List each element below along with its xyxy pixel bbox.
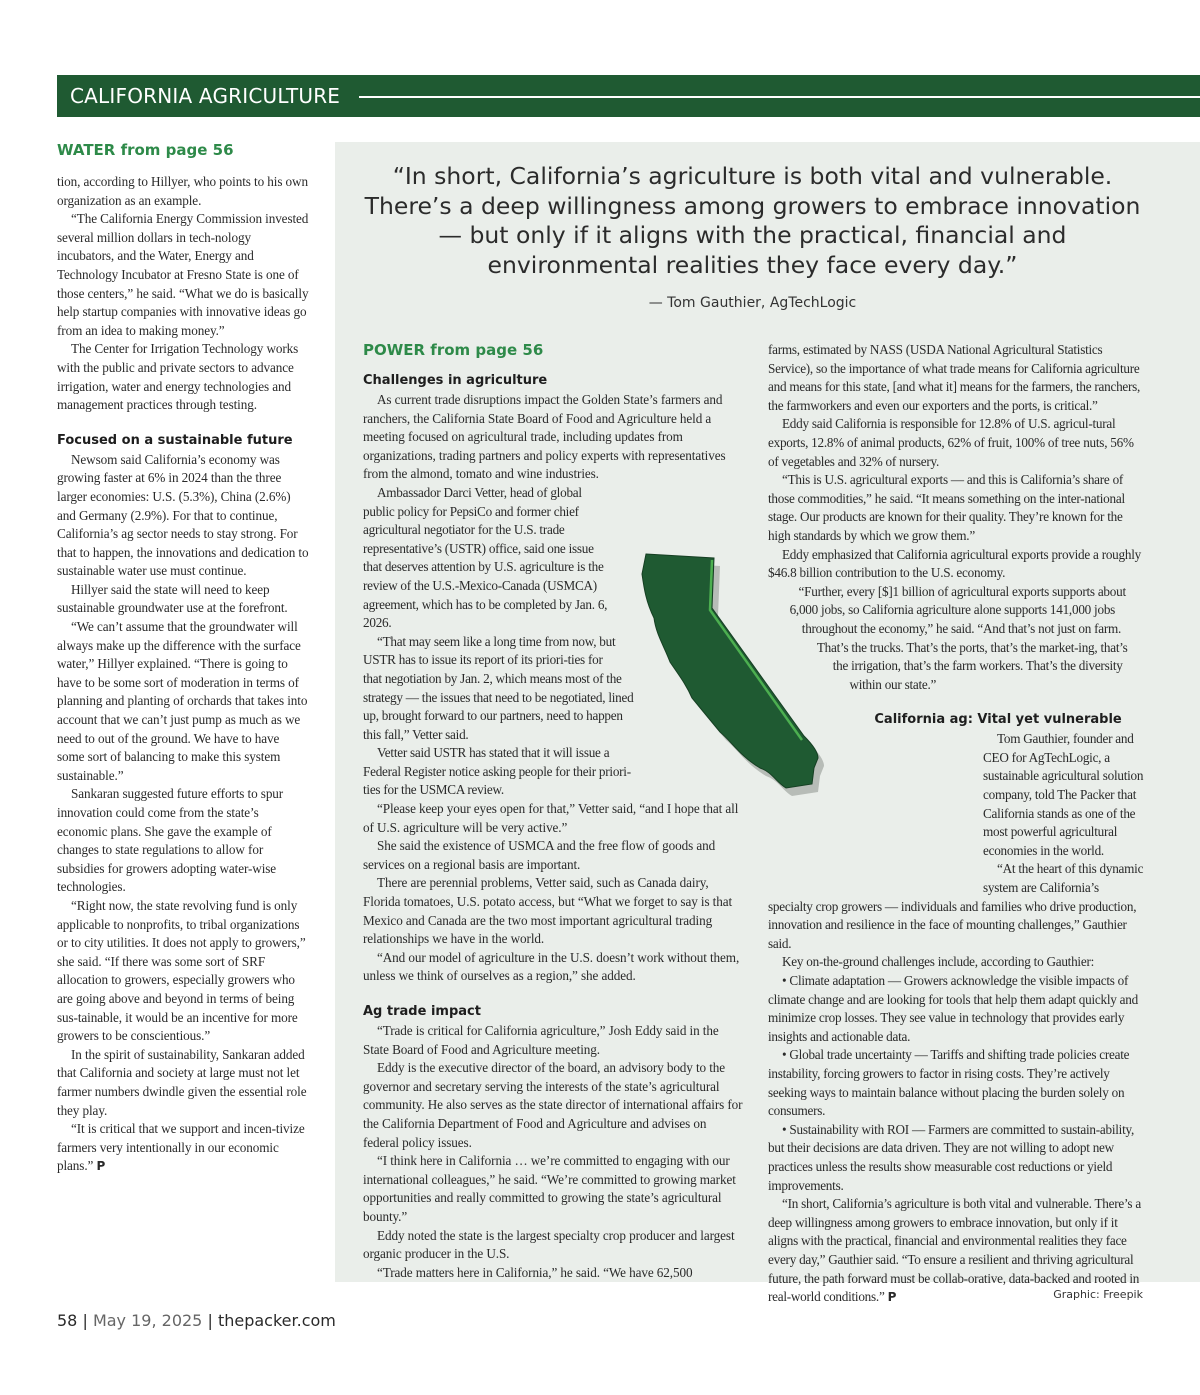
paragraph: “The California Energy Commission invested several million dollars in tech-nology incubators, and the Water, Energy and Technology Incubator at Fresno State is one of those centers,” he said. “What we do is basically help startup companies with innovative ideas go from an idea to making money.” bbox=[57, 211, 309, 338]
issue-date: May 19, 2025 bbox=[92, 1311, 203, 1330]
subhead-sustainable-future: Focused on a sustainable future bbox=[57, 432, 293, 448]
page-number: 58 bbox=[57, 1311, 78, 1330]
paragraph: farms, estimated by NASS (USDA National Agricultural Statistics Service), so the importance of what trade means for California agriculture and means for this state, [and what it] means for the farmers, the ranchers, the farmworkers and even our exporters and the ports, is critical.” bbox=[768, 342, 1141, 413]
water-kicker: WATER from page 56 bbox=[57, 141, 234, 159]
paragraph: The Center for Irrigation Technology works with the public and private sectors to advance irrigation, water and energy technologies and management practices through testing. bbox=[57, 341, 299, 413]
paragraph: Eddy is the executive director of the board, an advisory body to the governor and secretary serving the interests of the state’s agricultural community. He also serves as the state director of international affairs for the California Department of Food and Agriculture and advises on federal policy issues. bbox=[363, 1060, 743, 1150]
paragraph: tion, according to Hillyer, who points to his own organization as an example. bbox=[57, 174, 308, 208]
map-wrap-space bbox=[883, 730, 983, 880]
power-kicker: POWER from page 56 bbox=[363, 341, 544, 359]
paragraph: Eddy emphasized that California agricultural exports provide a roughly $46.8 billion contribution to the U.S. economy. bbox=[768, 546, 1141, 581]
pull-quote: “In short, California’s agriculture is both vital and vulnerable. There’s a deep willingness among growers to embrace innovation — but only if it aligns with the practical, financial and environmental realities they face every day.” bbox=[364, 162, 1141, 279]
subhead-ag-trade: Ag trade impact bbox=[363, 1004, 481, 1019]
paragraph: “At the heart of this dynamic system are California’s specialty crop growers — individuals and families who drive production, innovation and resilience in the face of mounting challenges,” Gauthier said. bbox=[768, 861, 1144, 951]
paragraph: “I think here in California … we’re committed to engaging with our international colleagues,” he said. “We’re committed to growing market opportunities and really committed to growing the state’s agricultural bounty.” bbox=[363, 1153, 736, 1224]
paragraph: Eddy noted the state is the largest specialty crop producer and largest organic producer in the U.S. bbox=[363, 1227, 735, 1262]
paragraph: “This is U.S. agricultural exports — and this is California’s share of those commodities,” he said. “It means something on the inter-national stage. Our products are known for their quality. They’re known for the high standards by which we grow them.” bbox=[768, 472, 1125, 543]
middle-column bbox=[363, 341, 743, 1282]
paragraph: There are perennial problems, Vetter said, such as Canada dairy, Florida tomatoes, U.S. potato access, but “What we forget to say is that Mexico and Canada are the two most important agricultural trading relationships we have in the world. bbox=[363, 875, 733, 947]
paragraph bbox=[57, 1120, 309, 1176]
footer-separator: | bbox=[82, 1311, 88, 1330]
california-map-icon bbox=[636, 546, 856, 806]
last-paragraph-text: “In short, California’s agriculture is both vital and vulnerable. There’s a deep willingness among growers to embrace innovation, but only if it aligns with the practical, financial and environmental realities they face every day,” Gauthier said. “To ensure a resilient and thriving agricultural future, the path forward must be collab-orative, data-backed and rooted in real-world conditions.” bbox=[768, 1196, 1141, 1305]
paragraph: “And our model of agriculture in the U.S. doesn’t work without them, unless we think of ourselves as a region,” she added. bbox=[363, 949, 740, 984]
page-footer bbox=[57, 1311, 336, 1330]
paragraph: “Trade is critical for California agriculture,” Josh Eddy said in the State Board of Food and Agriculture meeting. bbox=[363, 1023, 719, 1057]
paragraph: She said the existence of USMCA and the free flow of goods and services on a regional basis are important. bbox=[363, 838, 716, 872]
paragraph: Eddy said California is responsible for 12.8% of U.S. agricul-tural exports, 12.8% of animal products, 62% of fruit, 100% of tree nuts, 56% of vegetables and 32% of nursery. bbox=[768, 416, 1134, 469]
end-mark: P bbox=[887, 1290, 897, 1305]
paragraph: Tom Gauthier, founder and CEO for AgTechLogic, a sustainable agricultural solution company, told The Packer that California stands as one of the most powerful agricultural economies in the world. bbox=[768, 730, 1144, 860]
bullet-item: • Climate adaptation — Growers acknowledge the visible impacts of climate change and are looking for tools that help them adapt quickly and minimize crop losses. They see value in technology that provides early insights and actionable data. bbox=[768, 973, 1138, 1044]
paragraph: Key on-the-ground challenges include, according to Gauthier: bbox=[782, 954, 1095, 970]
subhead-vital-vulnerable: California ag: Vital yet vulnerable bbox=[874, 712, 1122, 728]
paragraph: “That may seem like a long time from now, but USTR has to issue its report of its priori-ties for that negotiation by Jan. 2, which means most of the strategy — the issues that need to be negotiated, lined up, brought forward to our partners, need to happen this fall,” Vetter said. bbox=[363, 633, 634, 742]
paragraph: As current trade disruptions impact the Golden State’s farmers and ranchers, the California State Board of Food and Agriculture held a meeting focused on agricultural trade, including updates from organizations, trading partners and policy experts with representatives from the almond, tomato and wine industries. bbox=[363, 392, 726, 482]
end-mark: P bbox=[96, 1159, 106, 1174]
section-title: CALIFORNIA AGRICULTURE bbox=[70, 84, 341, 108]
paragraph: “Trade matters here in California,” he said. “We have 62,500 bbox=[377, 1264, 693, 1280]
right-column bbox=[768, 341, 1144, 1307]
footer-separator: | bbox=[207, 1311, 213, 1330]
paragraph: “Right now, the state revolving fund is only applicable to nonprofits, to tribal organizations or to city utilities. It does not apply to growers,” she said. “If there was some sort of SRF allocation to growers, especially growers who are going above and beyond in terms of being sus-tainable, it would be an incentive for more growers to be conscientious.” bbox=[57, 897, 306, 1044]
bullet-item: • Sustainability with ROI — Farmers are committed to sustain-ability, but their decisions are data driven. They are not willing to adopt new practices unless the results show measurable cost reductions or yield improvements. bbox=[768, 1121, 1135, 1193]
left-column bbox=[57, 141, 309, 1176]
banner-rule bbox=[359, 96, 1200, 98]
paragraph: “We can’t assume that the groundwater will always make up the difference with the surface water,” Hillyer explained. “There is going to have to be some sort of moderation in terms of planning and planting of orchards that takes into account that we can’t just pump as much as we need to out of the ground. We have to have some sort of balancing to make this system sustainable.” bbox=[57, 619, 308, 783]
paragraph: Ambassador Darci Vetter, head of global public policy for PepsiCo and former chief agricultural negotiator for the U.S. trade representative’s (USTR) office, said one issue that deserves attention by U.S. agriculture is the review of the U.S.-Mexico-Canada (USMCA) agreement, which has to be completed by Jan. 6, 2026. bbox=[363, 484, 743, 633]
paragraph: Newsom said California’s economy was growing faster at 6% in 2024 than the three larger economies: U.S. (5.3%), China (2.6%) and Germany (2.9%). For that to continue, California’s ag sector needs to stay strong. For that to happen, the innovations and dedication to sustainable water use must continue. bbox=[57, 451, 309, 579]
paragraph: “Please keep your eyes open for that,” Vetter said, “and I hope that all of U.S. agriculture will be very active.” bbox=[363, 801, 739, 835]
paragraph: Vetter said USTR has stated that it will issue a Federal Register notice asking people for their priori-ties for the USMCA review. bbox=[363, 745, 631, 798]
subhead-challenges: Challenges in agriculture bbox=[363, 373, 548, 388]
map-shape bbox=[642, 554, 818, 788]
paragraph: In the spirit of sustainability, Sankaran added that California and society at large must not let farmer numbers dwindle given the essential role they play. bbox=[57, 1046, 307, 1118]
graphic-credit: Graphic: Freepik bbox=[1053, 1288, 1143, 1301]
paragraph: Hillyer said the state will need to keep sustainable groundwater use at the forefront. bbox=[57, 581, 288, 616]
last-paragraph-text: “It is critical that we support and incen-tivize farmers very intentionally in our economic plans.” bbox=[57, 1121, 305, 1174]
pull-quote-attribution: — Tom Gauthier, AgTechLogic bbox=[648, 295, 857, 311]
section-banner bbox=[57, 75, 1200, 117]
paragraph: “Further, every [$]1 billion of agricultural exports supports about 6,000 jobs, so California agriculture alone supports 141,000 jobs throughout the economy,” he said. “And that’s not just on farm. That’s the trucks. That’s the ports, that’s the market-ing, that’s the irrigation, that’s the farm workers. That’s the diversity within our state.” bbox=[768, 583, 1144, 695]
paragraph: Sankaran suggested future efforts to spur innovation could come from the state’s economic plans. She gave the example of changes to state regulations to allow for subsidies for growers adopting water-wise technologies. bbox=[57, 786, 284, 895]
bullet-item: • Global trade uncertainty — Tariffs and shifting trade policies create instability, forcing growers to factor in rising costs. They’re actively seeking ways to maintain balance without placing the burden solely on consumers. bbox=[768, 1047, 1130, 1119]
site-link[interactable]: thepacker.com bbox=[217, 1311, 336, 1330]
